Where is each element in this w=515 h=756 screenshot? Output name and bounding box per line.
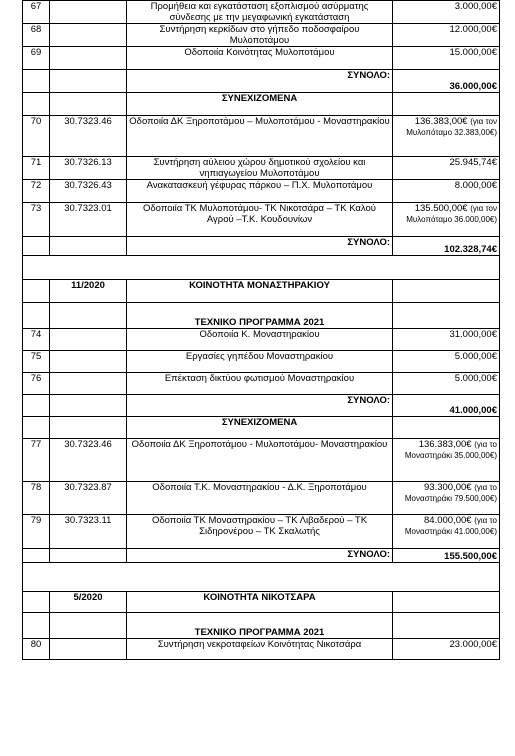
item-row (23, 1, 500, 24)
row-number-cell (23, 280, 50, 303)
row-number-cell (23, 303, 50, 329)
amount-cell (393, 482, 500, 515)
total-row (23, 395, 500, 417)
description-cell: Εργασίες γηπέδου Μοναστηρακίου (127, 351, 393, 373)
budget-code-cell: 30.7323.87 (50, 482, 127, 515)
item-row (23, 639, 500, 660)
description-cell: ΣΥΝΟΛΟ: (127, 237, 393, 256)
row-number-cell: 68 (23, 24, 50, 47)
budget-code-cell (50, 395, 127, 417)
item-row (23, 329, 500, 351)
spacer-cell (23, 563, 500, 592)
item-row (23, 482, 500, 515)
budget-code-cell (50, 93, 127, 116)
amount-note: (για το Μοναστηράκι 41.000,00€) (404, 516, 497, 536)
budget-code-cell: 30.7323.46 (50, 439, 127, 482)
item-row (23, 47, 500, 70)
total-row (23, 549, 500, 563)
amount-cell (393, 329, 500, 351)
program-row (23, 303, 500, 329)
amount-cell (393, 70, 500, 93)
amount-value: 155.500,00€ (444, 551, 497, 562)
amount-cell (393, 47, 500, 70)
item-row (23, 515, 500, 549)
amount-cell (393, 303, 500, 329)
amount-cell (393, 373, 500, 395)
row-number-cell: 70 (23, 116, 50, 157)
amount-value: 3.000,00€ (454, 1, 497, 12)
description-cell: Επέκταση δικτύου φωτισμού Μοναστηρακίου (127, 373, 393, 395)
section-row (23, 417, 500, 439)
amount-cell (393, 395, 500, 417)
amount-cell (393, 24, 500, 47)
description-cell: Οδοποιία Τ.Κ. Μοναστηρακίου - Δ.Κ. Ξηροποτάμου (127, 482, 393, 515)
amount-cell (393, 180, 500, 203)
amount-note: (για το Μοναστηράκι 79.500,00€) (404, 483, 497, 503)
amount-value: 84.000,00€ (424, 515, 472, 526)
budget-code-cell: 11/2020 (50, 280, 127, 303)
description-cell: Οδοποιία ΤΚ Μοναστηρακίου – ΤΚ Λιβαδερού – ΤΚ Σιδηρονέρου – ΤΚ Σκαλωτής (127, 515, 393, 549)
section-row (23, 93, 500, 116)
description-cell: ΣΥΝΟΛΟ: (127, 70, 393, 93)
budget-code-cell (50, 549, 127, 563)
budget-code-cell: 5/2020 (50, 592, 127, 613)
description-cell: ΤΕΧΝΙΚΟ ΠΡΟΓΡΑΜΜΑ 2021 (127, 613, 393, 639)
amount-note: (για τον Μυλοπόταμο 36.000,00€) (406, 204, 497, 224)
total-row (23, 70, 500, 93)
budget-code-cell: 30.7326.13 (50, 157, 127, 180)
amount-value: 136.383,00€ (418, 439, 472, 450)
row-number-cell: 74 (23, 329, 50, 351)
description-cell: Οδοποιία ΔΚ Ξηροποτάμου - Μυλοποτάμου- Μοναστηρακίου (127, 439, 393, 482)
row-number-cell (23, 592, 50, 613)
budget-code-cell (50, 639, 127, 660)
description-cell: Συντήρηση αύλειου χώρου δημοτικού σχολείου και νηπιαγωγείου Μυλοποτάμου (127, 157, 393, 180)
item-row (23, 351, 500, 373)
amount-cell (393, 237, 500, 256)
amount-cell (393, 116, 500, 157)
amount-value: 23.000,00€ (449, 639, 497, 650)
amount-value: 135.500,00€ (414, 203, 468, 214)
budget-code-cell (50, 351, 127, 373)
amount-value: 136.383,00€ (414, 116, 468, 127)
community-row (23, 280, 500, 303)
budget-code-cell (50, 47, 127, 70)
amount-value: 102.328,74€ (444, 244, 497, 255)
community-row (23, 592, 500, 613)
amount-cell (393, 280, 500, 303)
description-cell: ΣΥΝΟΛΟ: (127, 395, 393, 417)
spacer-row (23, 256, 500, 280)
budget-code-cell: 30.7323.11 (50, 515, 127, 549)
item-row (23, 203, 500, 237)
budget-code-cell (50, 24, 127, 47)
description-cell: ΚΟΙΝΟΤΗΤΑ ΝΙΚΟΤΣΑΡΑ (127, 592, 393, 613)
amount-cell (393, 613, 500, 639)
item-row (23, 24, 500, 47)
row-number-cell: 75 (23, 351, 50, 373)
budget-code-cell (50, 613, 127, 639)
amount-value: 36.000,00€ (449, 81, 497, 92)
item-row (23, 439, 500, 482)
amount-value: 12.000,00€ (449, 24, 497, 35)
description-cell: ΣΥΝΕΧΙΖΟΜΕΝΑ (127, 417, 393, 439)
row-number-cell: 76 (23, 373, 50, 395)
description-cell: Οδοποιία Κ. Μοναστηρακίου (127, 329, 393, 351)
amount-cell (393, 592, 500, 613)
row-number-cell: 80 (23, 639, 50, 660)
item-row (23, 157, 500, 180)
row-number-cell: 67 (23, 1, 50, 24)
program-row (23, 613, 500, 639)
amount-note: (για τον Μυλοπόταμο 32.383,00€) (406, 117, 497, 137)
description-cell: Προμήθεια και εγκατάσταση εξοπλισμού ασύρματης σύνδεσης με την μεγαφωνική εγκατάσταση (127, 1, 393, 24)
amount-value: 41.000,00€ (449, 405, 497, 416)
description-cell: ΤΕΧΝΙΚΟ ΠΡΟΓΡΑΜΜΑ 2021 (127, 303, 393, 329)
item-row (23, 116, 500, 157)
amount-value: 5.000,00€ (454, 373, 497, 384)
spacer-row (23, 563, 500, 592)
amount-cell (393, 417, 500, 439)
budget-code-cell: 30.7323.46 (50, 116, 127, 157)
row-number-cell: 77 (23, 439, 50, 482)
description-cell: Συντήρηση κερκίδων στο γήπεδο ποδοσφαίρου Μυλοποτάμου (127, 24, 393, 47)
row-number-cell (23, 93, 50, 116)
budget-code-cell (50, 1, 127, 24)
budget-code-cell (50, 303, 127, 329)
description-cell: ΚΟΙΝΟΤΗΤΑ ΜΟΝΑΣΤΗΡΑΚΙΟΥ (127, 280, 393, 303)
amount-value: 8.000,00€ (454, 180, 497, 191)
budget-code-cell: 30.7323.01 (50, 203, 127, 237)
amount-value: 31.000,00€ (449, 329, 497, 340)
budget-code-cell: 30.7326.43 (50, 180, 127, 203)
total-row (23, 237, 500, 256)
row-number-cell: 69 (23, 47, 50, 70)
amount-value: 93.300,00€ (424, 482, 472, 493)
budget-code-cell (50, 417, 127, 439)
row-number-cell: 73 (23, 203, 50, 237)
item-row (23, 373, 500, 395)
amount-cell (393, 549, 500, 563)
budget-code-cell (50, 237, 127, 256)
amount-cell (393, 1, 500, 24)
row-number-cell (23, 395, 50, 417)
amount-cell (393, 157, 500, 180)
row-number-cell (23, 70, 50, 93)
row-number-cell (23, 549, 50, 563)
budget-code-cell (50, 373, 127, 395)
amount-value: 25.945,74€ (449, 157, 497, 168)
description-cell: Οδοποιία ΤΚ Μυλοποτάμου- ΤΚ Νικοτσάρα – ΤΚ Καλού Αγρού –Τ.Κ. Κουδουνίων (127, 203, 393, 237)
row-number-cell (23, 613, 50, 639)
amount-cell (393, 203, 500, 237)
amount-note: (για το Μοναστηράκι 35.000,00€) (404, 440, 497, 460)
description-cell: ΣΥΝΕΧΙΖΟΜΕΝΑ (127, 93, 393, 116)
amount-value: 15.000,00€ (449, 47, 497, 58)
amount-cell (393, 439, 500, 482)
description-cell: ΣΥΝΟΛΟ: (127, 549, 393, 563)
row-number-cell: 71 (23, 157, 50, 180)
row-number-cell (23, 237, 50, 256)
spacer-cell (23, 256, 500, 280)
amount-value: 5.000,00€ (454, 351, 497, 362)
budget-code-cell (50, 329, 127, 351)
amount-cell (393, 351, 500, 373)
description-cell: Ανακατασκευή γέφυρας πάρκου – Π.Χ. Μυλοποτάμου (127, 180, 393, 203)
amount-cell (393, 639, 500, 660)
amount-cell (393, 515, 500, 549)
row-number-cell: 79 (23, 515, 50, 549)
budget-table (22, 0, 500, 660)
description-cell: Οδοποιία Κοινότητας Μυλοποτάμου (127, 47, 393, 70)
description-cell: Συντήρηση νεκροταφείων Κοινότητας Νικοτσάρα (127, 639, 393, 660)
row-number-cell: 78 (23, 482, 50, 515)
amount-cell (393, 93, 500, 116)
budget-code-cell (50, 70, 127, 93)
description-cell: Οδοποιία ΔΚ Ξηροποτάμου – Μυλοποτάμου - Μοναστηρακίου (127, 116, 393, 157)
row-number-cell (23, 417, 50, 439)
row-number-cell: 72 (23, 180, 50, 203)
item-row (23, 180, 500, 203)
budget-table-body (23, 1, 500, 660)
